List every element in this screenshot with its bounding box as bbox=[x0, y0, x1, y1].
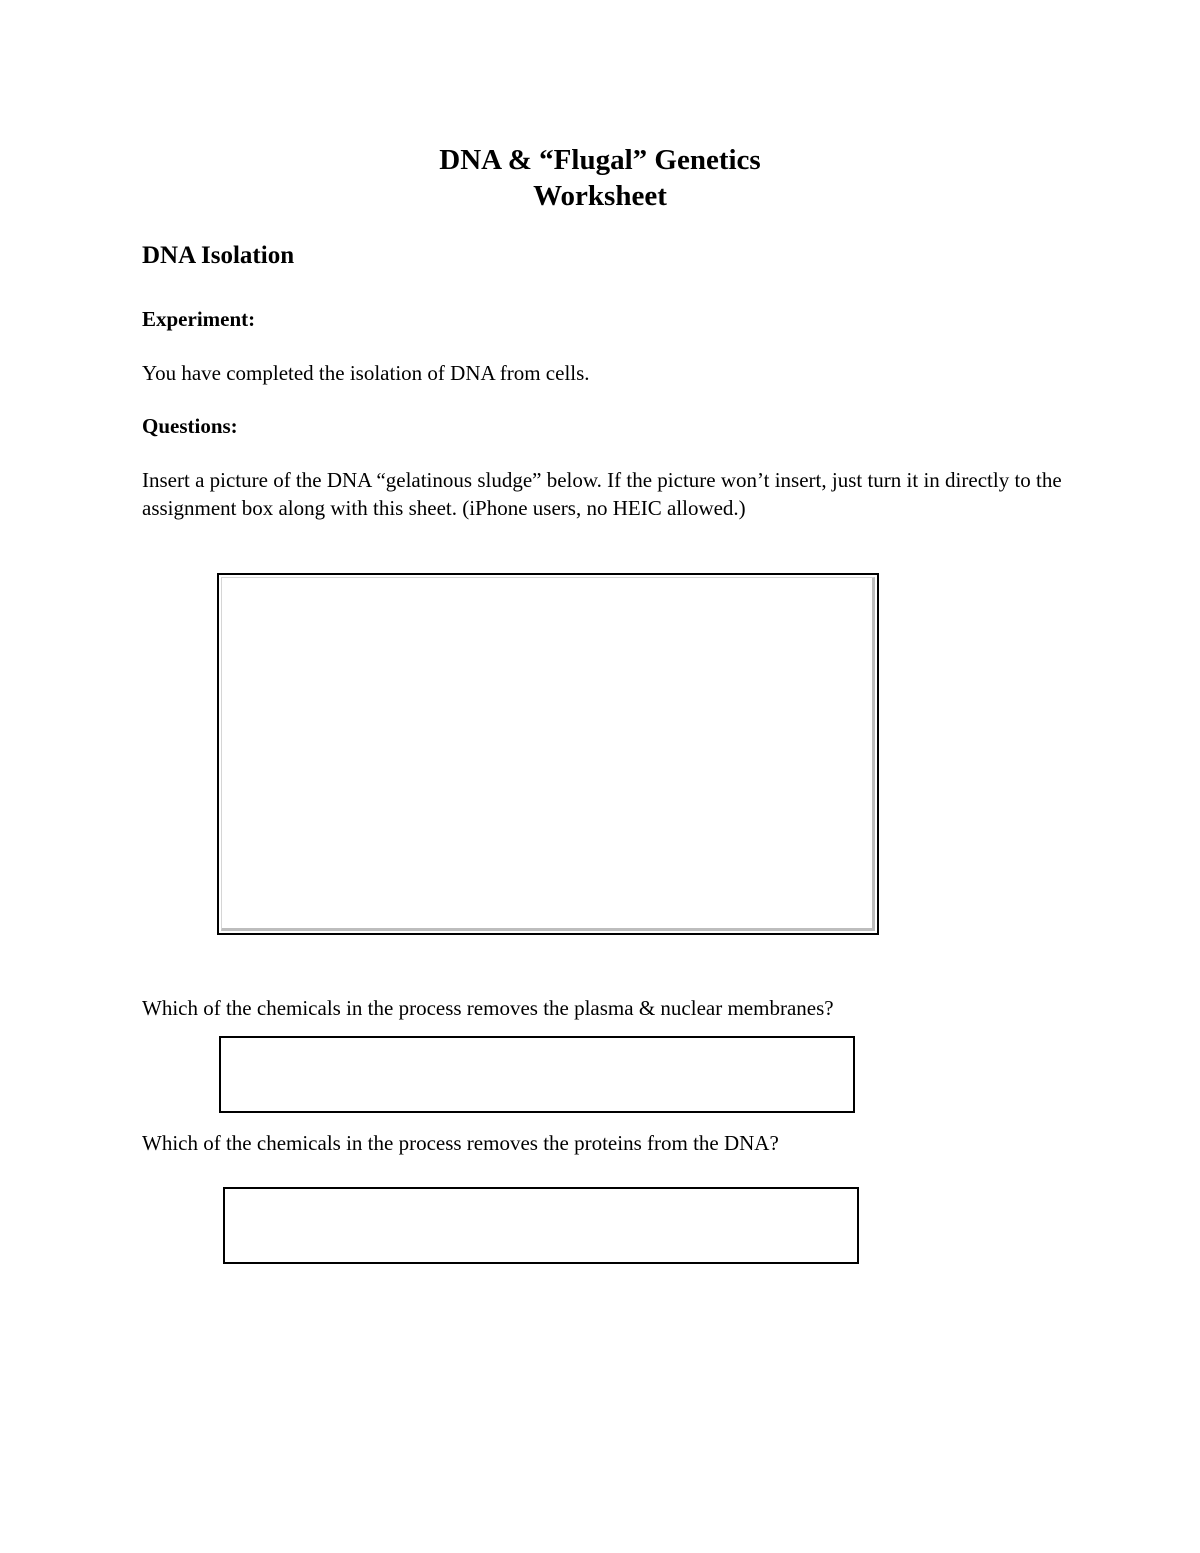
answer-box-proteins[interactable] bbox=[223, 1187, 859, 1264]
question-membranes: Which of the chemicals in the process removes the plasma & nuclear membranes? bbox=[142, 996, 834, 1020]
experiment-text: You have completed the isolation of DNA from cells. bbox=[142, 361, 590, 385]
experiment-label: Experiment: bbox=[142, 307, 256, 331]
answer-box-membranes[interactable] bbox=[219, 1036, 855, 1113]
picture-box-frame bbox=[221, 577, 875, 931]
section-heading: DNA Isolation bbox=[142, 242, 295, 269]
picture-instruction: Insert a picture of the DNA “gelatinous sludge” below. If the picture won’t insert, just turn it in directly to the assignment box along with this sheet. (iPhone users, no HEIC allowed.) bbox=[142, 468, 1062, 520]
worksheet-title: DNA & “Flugal” Genetics bbox=[439, 144, 761, 176]
picture-insert-box[interactable] bbox=[217, 573, 879, 935]
worksheet-subtitle: Worksheet bbox=[533, 180, 667, 212]
question-proteins: Which of the chemicals in the process removes the proteins from the DNA? bbox=[142, 1131, 779, 1155]
questions-label: Questions: bbox=[142, 414, 238, 438]
